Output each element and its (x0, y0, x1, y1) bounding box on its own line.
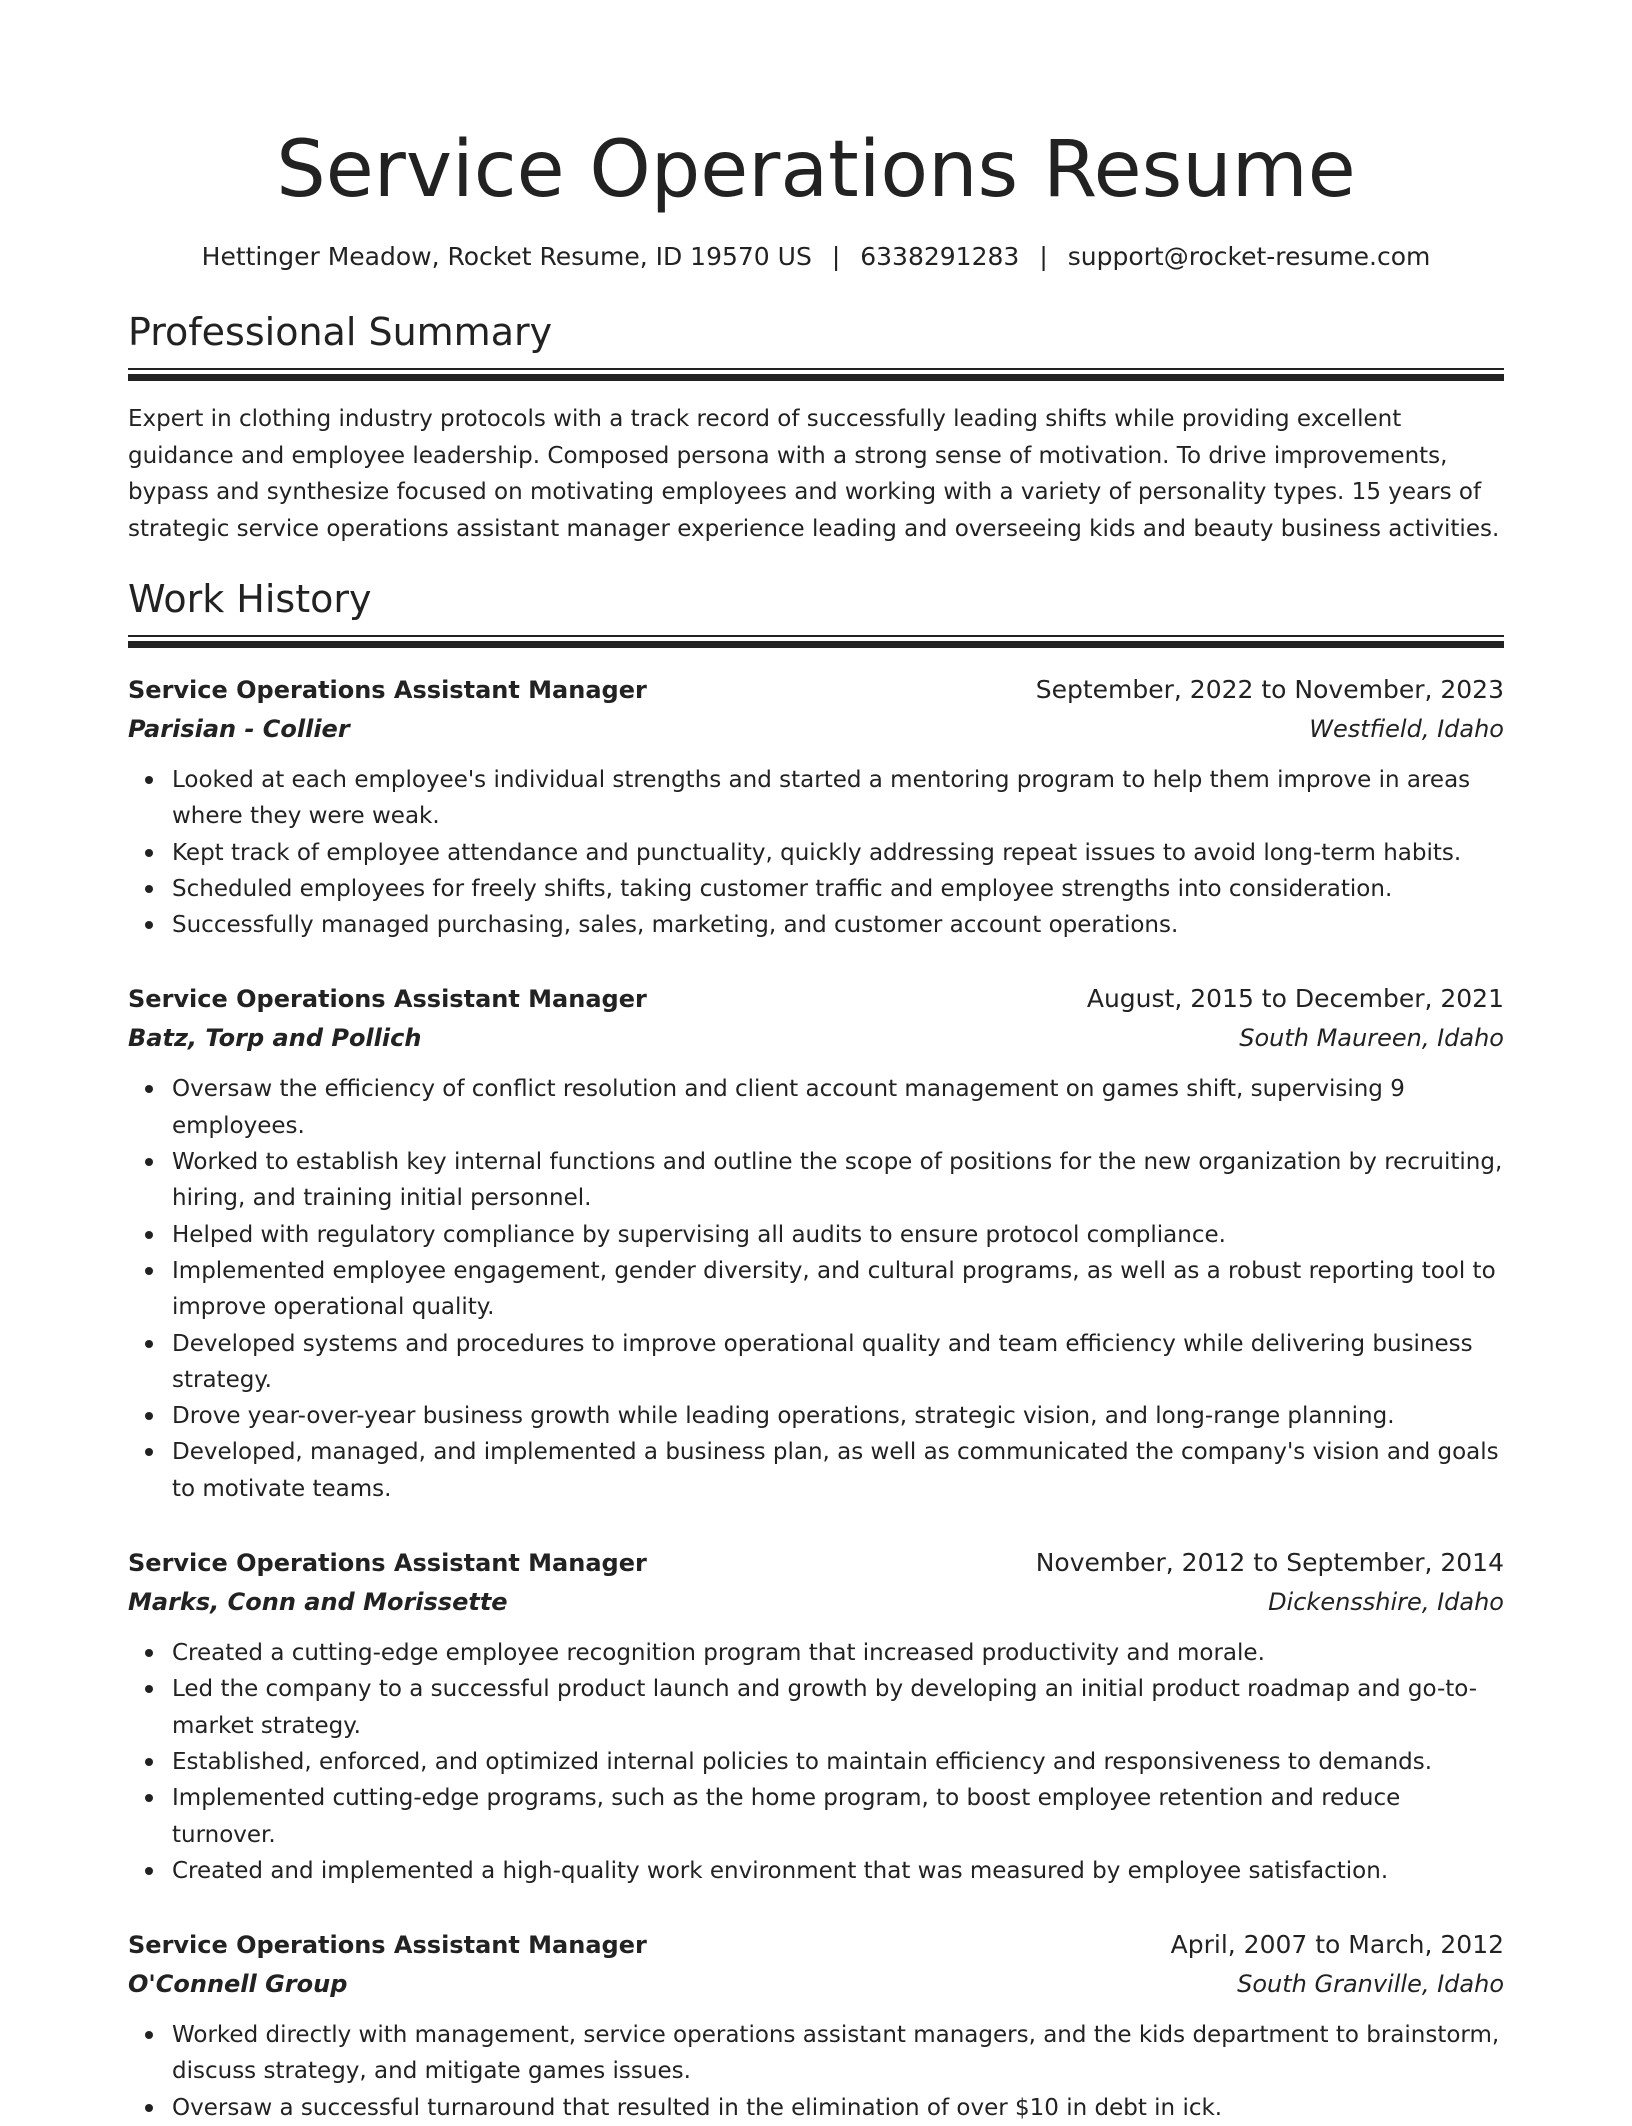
job-bullet: Created a cutting-edge employee recognition program that increased productivity and morale. (172, 1635, 1504, 1671)
job-bullet: Worked directly with management, service operations assistant managers, and the kids department to brainstorm, discuss strategy, and mitigate games issues. (172, 2017, 1504, 2090)
job-location: Westfield, Idaho (1309, 715, 1504, 743)
job-bullets (128, 1635, 1504, 1889)
contact-separator: | (831, 242, 841, 271)
job-bullet: Created and implemented a high-quality work environment that was measured by employee satisfaction. (172, 1853, 1504, 1889)
job-header-row (128, 670, 1504, 710)
job-bullets (128, 762, 1504, 943)
job-title: Service Operations Assistant Manager (128, 985, 647, 1014)
job-bullet: Developed, managed, and implemented a business plan, as well as communicated the company's vision and goals to motivate teams. (172, 1434, 1504, 1507)
section-divider (128, 635, 1504, 648)
job-company-row (128, 1019, 1504, 1057)
job-entry (128, 979, 1504, 1507)
job-bullet: Developed systems and procedures to improve operational quality and team efficiency while delivering business strategy. (172, 1326, 1504, 1399)
job-bullet: Implemented employee engagement, gender diversity, and cultural programs, as well as a robust reporting tool to improve operational quality. (172, 1253, 1504, 1326)
job-bullet: Established, enforced, and optimized internal policies to maintain efficiency and responsiveness to demands. (172, 1744, 1504, 1780)
contact-separator: | (1039, 242, 1048, 271)
job-bullets (128, 2017, 1504, 2126)
contact-phone: 6338291283 (860, 242, 1020, 271)
job-bullet: Helped with regulatory compliance by supervising all audits to ensure protocol compliance. (172, 1217, 1504, 1253)
contact-address: Hettinger Meadow, Rocket Resume, ID 19570 US (201, 242, 812, 271)
job-entry (128, 1925, 1504, 2126)
job-bullet: Drove year-over-year business growth while leading operations, strategic vision, and long-range planning. (172, 1398, 1504, 1434)
job-bullet: Oversaw a successful turnaround that resulted in the elimination of over $10 in debt in ick. (172, 2090, 1504, 2126)
job-dates: April, 2007 to March, 2012 (1170, 1930, 1504, 1960)
contact-email: support@rocket-resume.com (1067, 242, 1431, 271)
section-divider (128, 368, 1504, 381)
job-bullets (128, 1071, 1504, 1507)
contact-line (128, 240, 1504, 274)
job-entry (128, 670, 1504, 943)
job-location: South Maureen, Idaho (1239, 1024, 1504, 1053)
job-title: Service Operations Assistant Manager (128, 1549, 647, 1578)
job-company: Batz, Torp and Pollich (128, 1024, 422, 1053)
job-bullet: Implemented cutting-edge programs, such as the home program, to boost employee retention and reduce turnover. (172, 1780, 1504, 1853)
job-company-row (128, 1965, 1504, 2003)
job-dates: August, 2015 to December, 2021 (1086, 984, 1504, 1014)
job-bullet: Led the company to a successful product launch and growth by developing an initial product roadmap and go-to-market strategy. (172, 1671, 1504, 1744)
job-company: O'Connell Group (128, 1970, 348, 1999)
summary-heading: Professional Summary (128, 310, 553, 354)
job-title: Service Operations Assistant Manager (128, 1931, 647, 1960)
job-company: Parisian - Collier (128, 715, 350, 743)
job-location: Dickensshire, Idaho (1268, 1588, 1504, 1617)
job-company: Marks, Conn and Morissette (128, 1588, 508, 1617)
job-company-row (128, 710, 1504, 748)
job-header-row (128, 1543, 1504, 1583)
summary-text: Expert in clothing industry protocols with a track record of successfully leading shifts while providing excellent guidance and employee leadership. Composed persona with a strong sense of motivation. To drive improvements, bypass and synthesize focused on motivating employees and working with a variety of personality types. 15 years of strategic service operations assistant manager experience leading and overseeing kids and beauty business activities. (128, 406, 1500, 542)
job-bullet: Worked to establish key internal functions and outline the scope of positions for the new organization by recruiting, hiring, and training initial personnel. (172, 1144, 1504, 1217)
job-header-row (128, 1925, 1504, 1965)
job-title: Service Operations Assistant Manager (128, 676, 647, 704)
work-history-heading: Work History (128, 577, 372, 621)
job-bullet: Looked at each employee's individual strengths and started a mentoring program to help them improve in areas where they were weak. (172, 762, 1504, 835)
job-dates: September, 2022 to November, 2023 (1035, 675, 1504, 704)
job-company-row (128, 1583, 1504, 1621)
job-header-row (128, 979, 1504, 1019)
job-bullet: Oversaw the efficiency of conflict resolution and client account management on games shift, supervising 9 employees. (172, 1071, 1504, 1144)
job-bullet: Successfully managed purchasing, sales, marketing, and customer account operations. (172, 907, 1504, 943)
job-bullet: Kept track of employee attendance and punctuality, quickly addressing repeat issues to avoid long-term habits. (172, 835, 1504, 871)
job-entry (128, 1543, 1504, 1889)
resume-title: Service Operations Resume (276, 125, 1356, 215)
job-bullet: Scheduled employees for freely shifts, taking customer traffic and employee strengths into consideration. (172, 871, 1504, 907)
job-dates: November, 2012 to September, 2014 (1035, 1548, 1504, 1578)
job-location: South Granville, Idaho (1237, 1970, 1504, 1999)
